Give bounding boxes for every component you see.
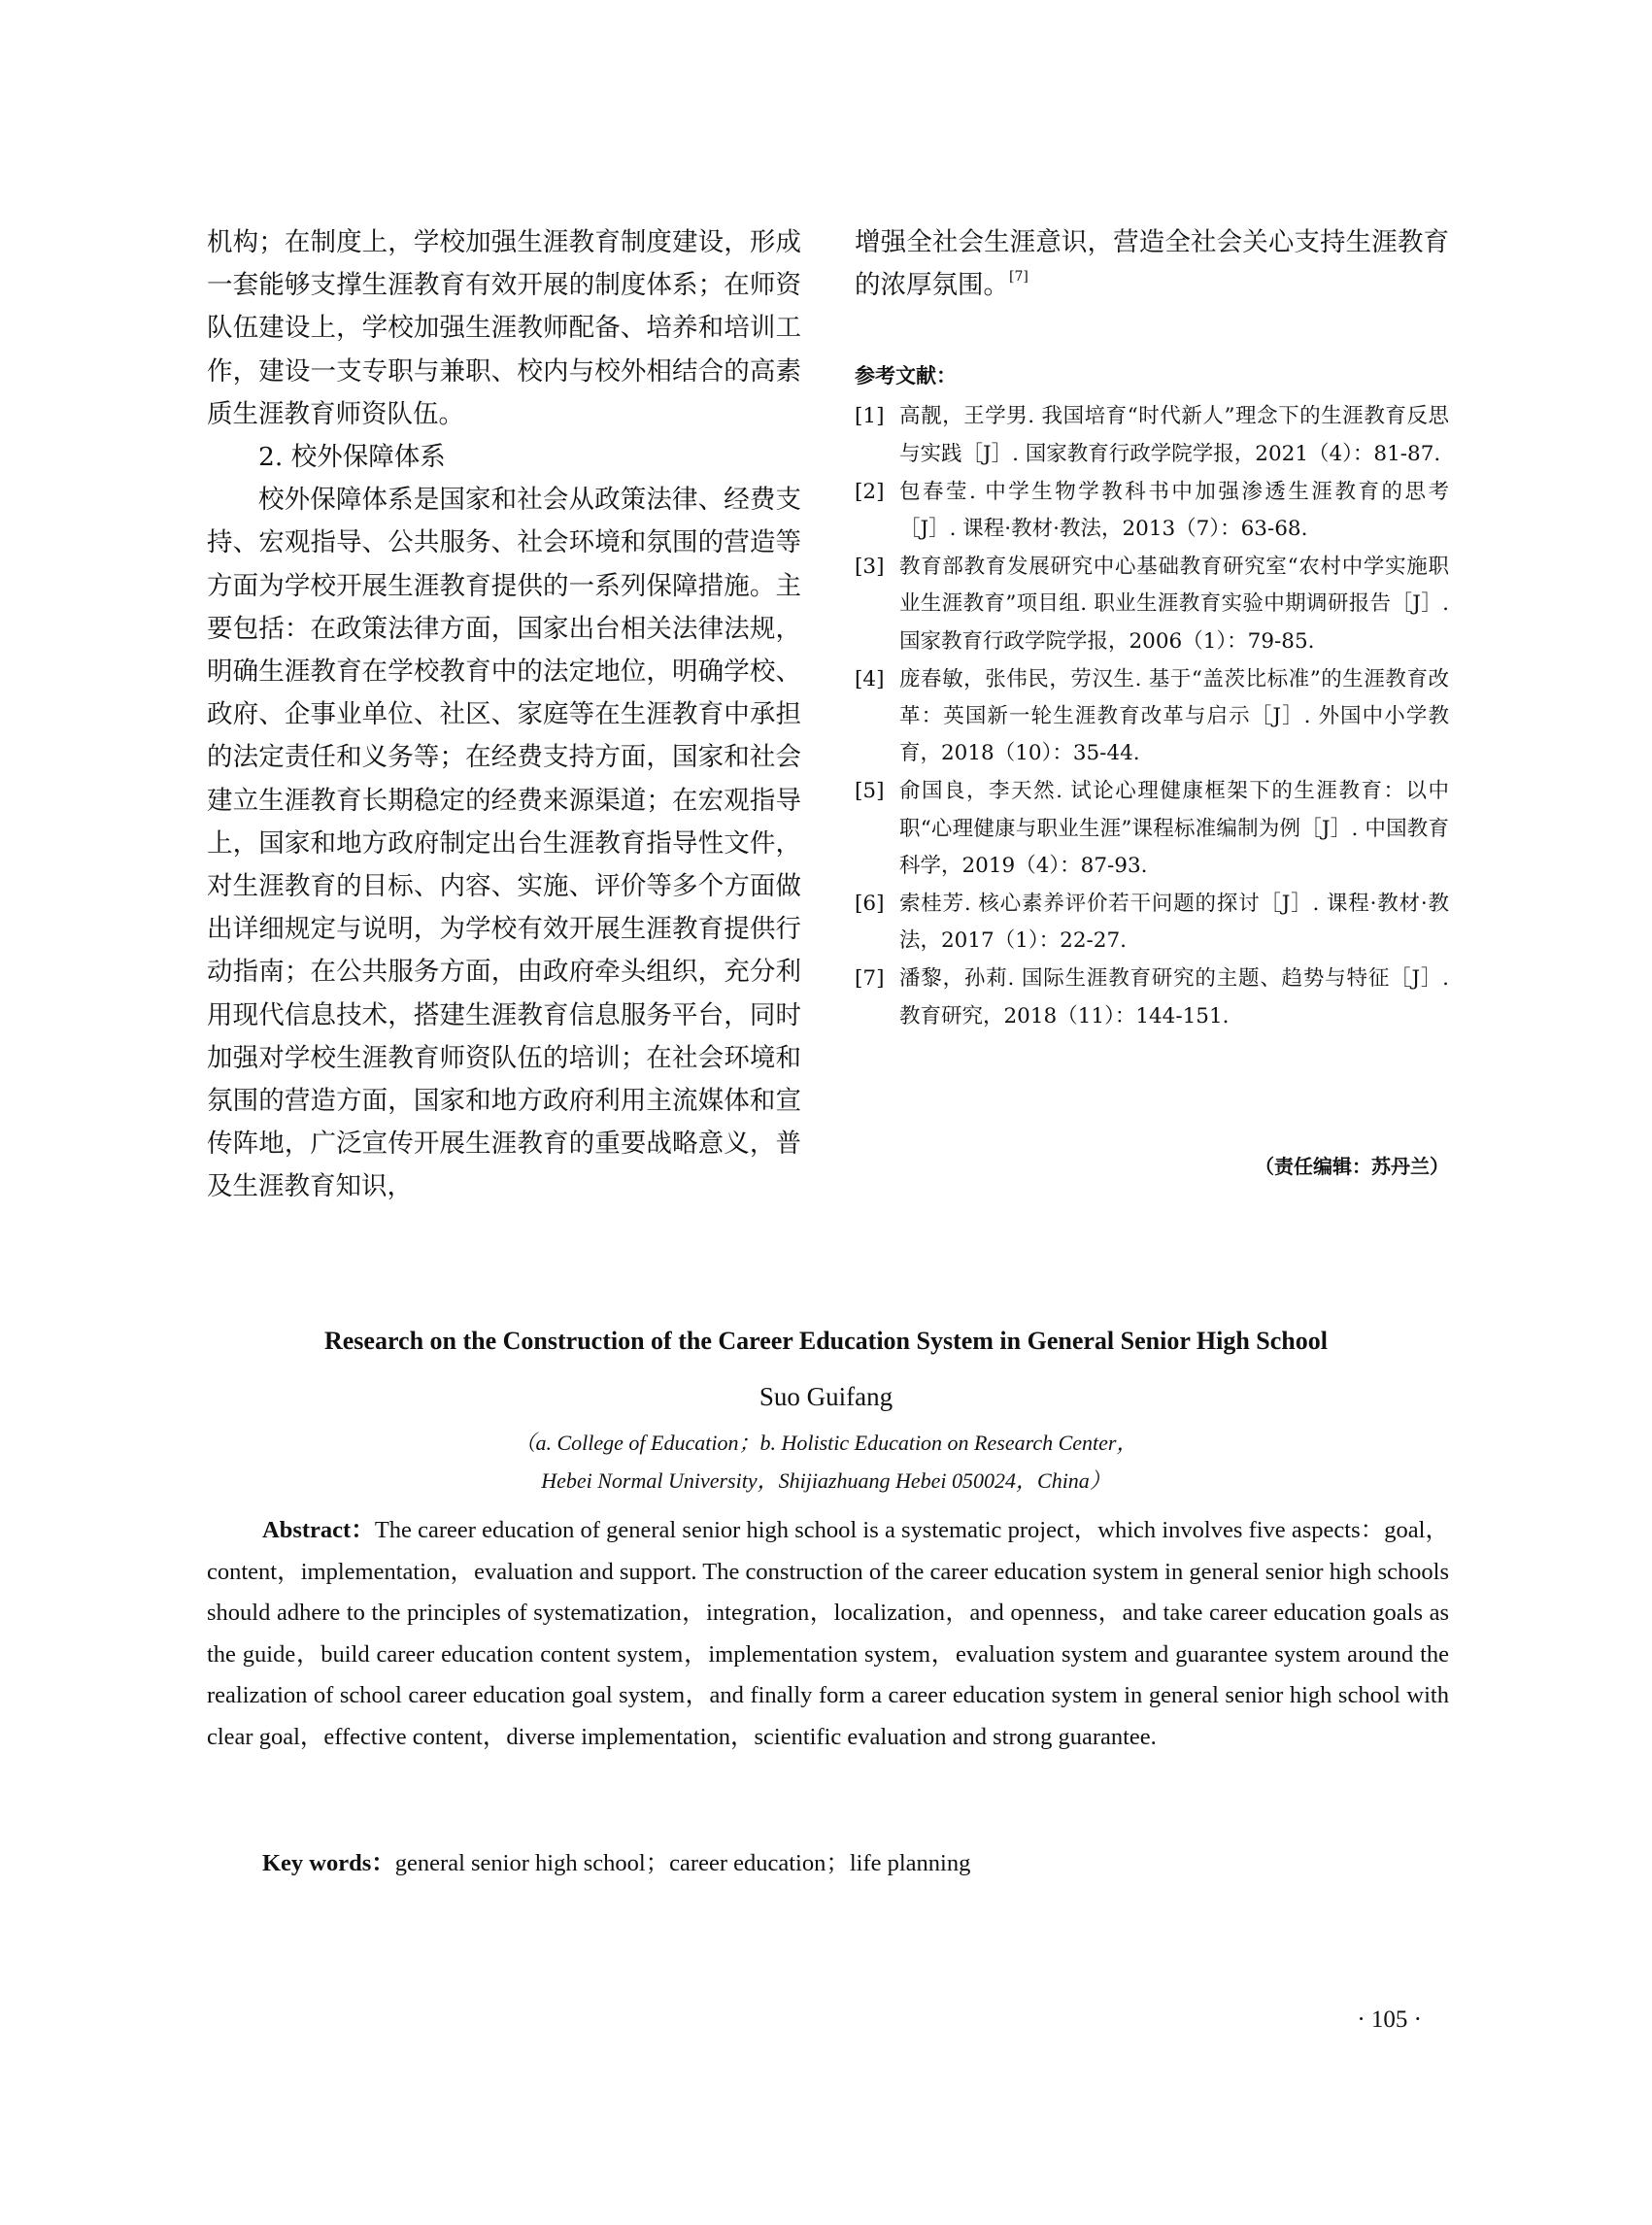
affiliation-line-2: Hebei Normal University，Shijiazhuang Hebei 050024，China） (541, 1468, 1111, 1493)
paragraph-institutional-system: 机构；在制度上，学校加强生涯教育制度建设，形成一套能够支撑生涯教育有效开展的制度体系；在师资队伍建设上，学校加强生涯教师配备、培养和培训工作，建设一支专职与兼职、校内与校外相结合的高素质生涯教育师资队伍。 (207, 227, 801, 429)
references-title: 参考文献： (855, 364, 957, 388)
abstract-text: The career education of general senior high school is a systematic project，which involves five aspects：goal，content，implementation，evaluation and support. The construction of the career education system in general senior high schools should adhere to the principles of systematization，integration，localization，and openness，and take career education goals as the guide，build career education content system，implementation system，evaluation system and guarantee system around the realization of school career education goal system，and finally form a career education system in general senior high school with clear goal，effective content，diverse implementation，scientific evaluation and strong guarantee. (207, 1517, 1449, 1750)
reference-number: [1] (855, 404, 885, 429)
reference-item (855, 886, 1449, 960)
paragraph-external-guarantee: 校外保障体系是国家和社会从政策法律、经费支持、宏观指导、公共服务、社会环境和氛围的营造等方面为学校开展生涯教育提供的一系列保障措施。主要包括：在政策法律方面，国家出台相关法律法规，明确生涯教育在学校教育中的法定地位，明确学校、政府、企事业单位、社区、家庭等在生涯教育中承担的法定责任和义务等；在经费支持方面，国家和社会建立生涯教育长期稳定的经费来源渠道；在宏观指导上，国家和地方政府制定出台生涯教育指导性文件，对生涯教育的目标、内容、实施、评价等多个方面做出详细规定与说明，为学校有效开展生涯教育提供行动指南；在公共服务方面，由政府牵头组织，充分利用现代信息技术，搭建生涯教育信息服务平台，同时加强对学校生涯教育师资队伍的培训；在社会环境和氛围的营造方面，国家和地方政府利用主流媒体和宣传阵地，广泛宣传开展生涯教育的重要战略意义，普及生涯教育知识， (207, 485, 801, 1202)
reference-text: 高靓，王学男. 我国培育“时代新人”理念下的生涯教育反思与实践［J］. 国家教育行政学院学报，2021（4）：81-87. (899, 404, 1449, 466)
responsible-editor: （责任编辑：苏丹兰） (1255, 1155, 1449, 1178)
reference-text: 庞春敏，张伟民，劳汉生. 基于“盖茨比标准”的生涯教育改革：英国新一轮生涯教育改革与启示［J］. 外国中小学教育，2018（10）：35-44. (899, 666, 1449, 766)
english-author: Suo Guifang (759, 1382, 893, 1411)
citation-mark: [7] (1009, 269, 1028, 286)
english-keywords (207, 1843, 1449, 1885)
reference-number: [3] (855, 555, 885, 580)
reference-number: [7] (855, 966, 885, 992)
reference-item (855, 661, 1449, 773)
reference-number: [4] (855, 666, 885, 691)
reference-text: 教育部教育发展研究中心基础教育研究室“农村中学实施职业生涯教育”项目组. 职业生涯教育实验中期调研报告［J］. 国家教育行政学院学报，2006（1）：79-85. (899, 555, 1449, 654)
paragraph-continuation (855, 221, 1449, 307)
reference-text: 俞国良，李天然. 试论心理健康框架下的生涯教育：以中职“心理健康与职业生涯”课程标准编制为例［J］. 中国教育科学，2019（4）：87-93. (899, 779, 1449, 878)
left-column (207, 221, 801, 1209)
english-affiliation (146, 1424, 1506, 1500)
reference-text: 潘黎，孙莉. 国际生涯教育研究的主题、趋势与特征［J］. 教育研究，2018（11）：144-151. (899, 966, 1449, 1028)
reference-number: [6] (855, 892, 885, 917)
affiliation-line-1: （a. College of Education；b. Holistic Education on Research Center， (514, 1431, 1138, 1455)
english-abstract (207, 1510, 1449, 1759)
reference-number: [5] (855, 779, 885, 804)
reference-item (855, 961, 1449, 1034)
reference-number: [2] (855, 479, 885, 504)
reference-list (855, 398, 1449, 1034)
reference-item (855, 398, 1449, 472)
abstract-label: Abstract： (262, 1517, 375, 1543)
keywords-text: general senior high school；career education；life planning (394, 1850, 971, 1876)
reference-item (855, 549, 1449, 660)
keywords-label: Key words： (262, 1850, 395, 1876)
reference-text: 包春莹. 中学生物学教科书中加强渗透生涯教育的思考［J］. 课程·教材·教法，2013（7）：63-68. (899, 479, 1449, 542)
continuation-text: 增强全社会生涯意识，营造全社会关心支持生涯教育的浓厚氛围。 (855, 227, 1449, 301)
section-heading-external-guarantee: 2. 校外保障体系 (258, 442, 446, 473)
page-number: · 105 · (1357, 2006, 1422, 2033)
reference-item (855, 474, 1449, 548)
english-title: Research on the Construction of the Career Education System in General Senior High School (323, 1327, 1328, 1355)
right-column (855, 221, 1449, 1036)
reference-item (855, 773, 1449, 885)
reference-text: 索桂芳. 核心素养评价若干问题的探讨［J］. 课程·教材·教法，2017（1）：22-27. (899, 892, 1449, 954)
